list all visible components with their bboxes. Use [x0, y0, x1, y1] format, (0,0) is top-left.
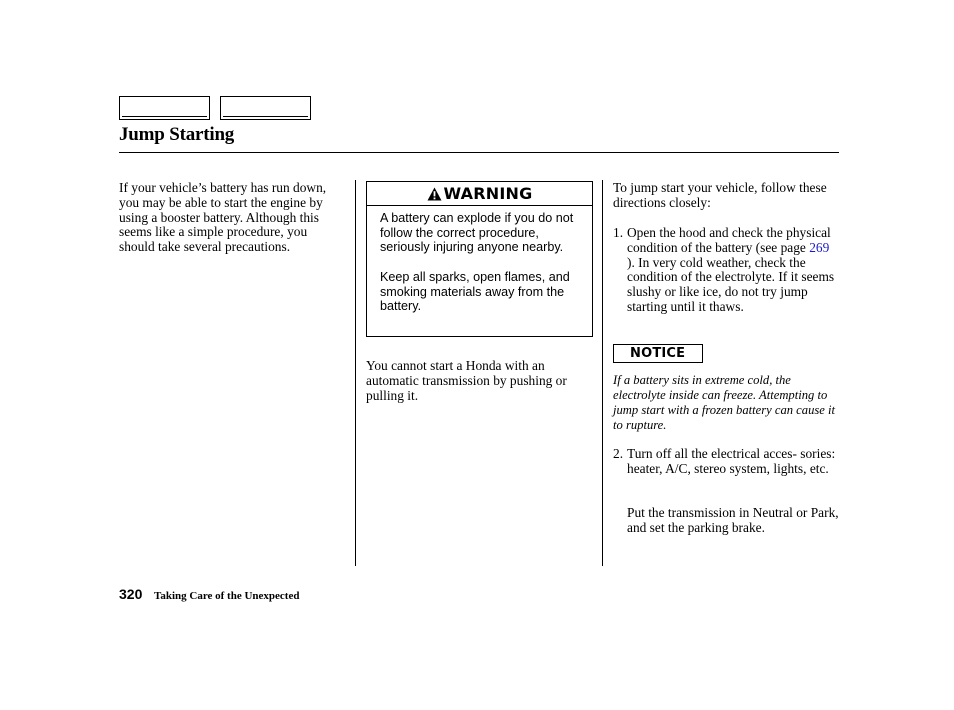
warning-header	[367, 182, 592, 206]
step-1	[613, 226, 839, 315]
previous-page-button[interactable]	[119, 96, 210, 120]
page-number: 320	[119, 586, 143, 602]
warning-body	[367, 206, 592, 314]
warning-box	[366, 181, 593, 337]
page-title: Jump Starting	[119, 124, 235, 145]
transmission-note: You cannot start a Honda with an automatic transmission by pushing or pulling it.	[366, 358, 567, 403]
step-text: Open the hood and check the physical condition of the battery (see page	[627, 225, 831, 255]
warning-paragraph: A battery can explode if you do not follow the correct procedure, seriously injuring anyone nearby.	[380, 211, 574, 255]
directions-intro: To jump start your vehicle, follow these directions closely:	[613, 180, 827, 210]
step-number: 2.	[613, 446, 624, 461]
notice-label: NOTICE	[613, 344, 703, 363]
step-number: 1.	[613, 225, 624, 240]
step-2	[613, 447, 839, 477]
step-text: Put the transmission in Neutral or Park, and set the parking brake.	[627, 505, 839, 535]
warning-triangle-icon	[427, 187, 442, 201]
intro-paragraph: If your vehicle’s battery has run down, you may be able to start the engine by using a booster battery. Although this seems like a simple procedure, you should take several precautions.	[119, 180, 327, 255]
section-name: Taking Care of the Unexpected	[154, 590, 300, 602]
next-page-button[interactable]	[220, 96, 311, 120]
title-divider	[119, 152, 839, 153]
warning-label: WARNING	[443, 184, 533, 203]
warning-paragraph: Keep all sparks, open flames, and smoking materials away from the battery.	[380, 269, 570, 314]
column-divider-right	[602, 180, 603, 566]
column-divider-left	[355, 180, 356, 566]
notice-text: If a battery sits in extreme cold, the electrolyte inside can freeze. Attempting to jump start with a frozen battery can cause it to rupture.	[613, 373, 836, 432]
step-text-continued: ). In very cold weather, check the condition of the electrolyte. If it seems slushy or like ice, do not try jump starting until it thaws.	[627, 254, 835, 314]
page-reference-link[interactable]: 269	[809, 239, 830, 255]
step-2-continuation	[613, 506, 839, 536]
step-text: Turn off all the electrical acces- sories: heater, A/C, stereo system, lights, etc.	[627, 446, 836, 476]
